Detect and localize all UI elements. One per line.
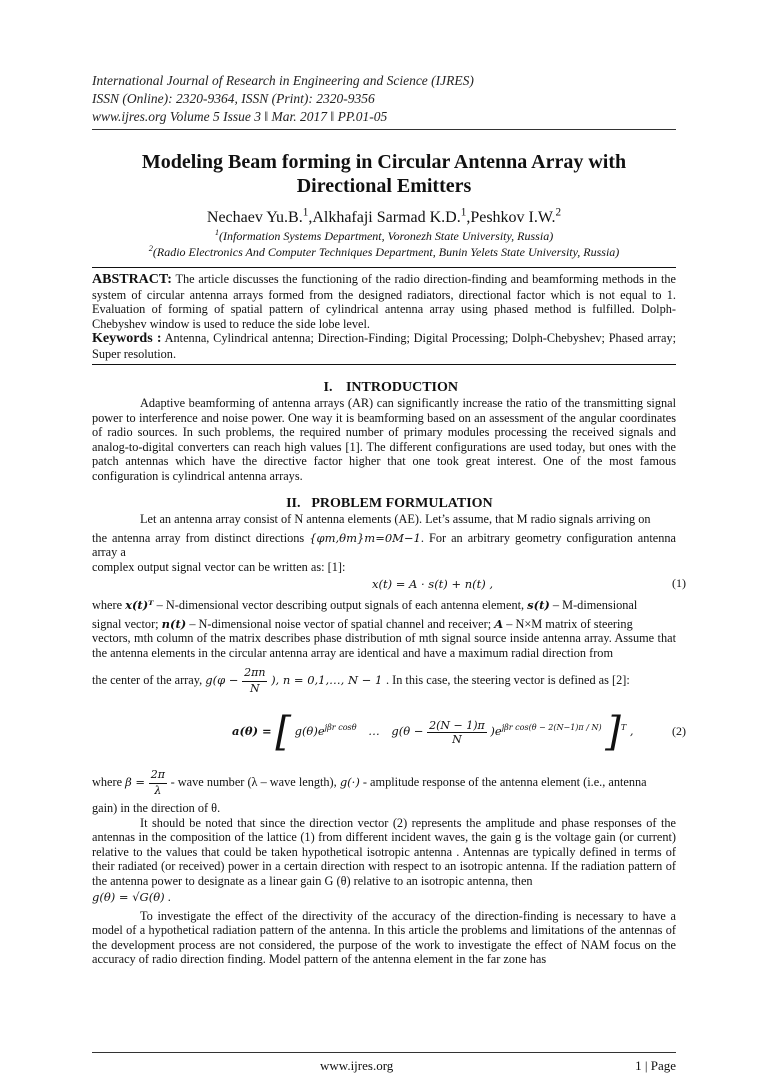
keywords-paragraph (92, 331, 676, 361)
author-1: Nechaev Yu.B. (206, 209, 303, 226)
gain-relation-end: . (167, 890, 171, 904)
header-rule (92, 129, 676, 130)
section-2-para-2: It should be noted that since the direction vector (2) represents the amplitude and phase responses of the antennas in the composition of the lattice (1) from different incident waves, the gain g is the voltage gain (or current) relative to the values that could be taken hypothetical isotropic antenna . Antennas are typically defined in terms of their radiated (or received) power in a certain direction with respect to an isotropic antenna. If the radiation pattern of the antenna power to designate as a linear gain G (θ) relative to an isotropic antenna, then (92, 815, 676, 888)
beta-where: where (92, 775, 123, 789)
section-2-heading (92, 496, 676, 512)
keywords-text: Antenna, Cylindrical antenna; Direction-Finding; Digital Processing; Dolph-Chebyshev; Phased array; Super resolution. (92, 331, 677, 361)
section-2-para-1b (92, 531, 676, 560)
equation-2-frac-den: N (452, 732, 462, 746)
x-vector-math: x(t)ᵀ (125, 598, 154, 612)
paper-title (92, 150, 676, 198)
equation-2-left-bracket: [ (275, 709, 291, 755)
signal-vector-text: signal vector; (92, 616, 159, 631)
affiliation-2 (92, 244, 676, 260)
section-2-number: II. (286, 496, 301, 511)
beta-pre: β = (125, 775, 146, 789)
section-1-heading (92, 380, 676, 396)
journal-volume: www.ijres.org Volume 5 Issue 3 ǁ Mar. 2017 ǁ PP.01-05 (92, 109, 388, 124)
element-gain-pre: g(φ − (205, 673, 239, 687)
n-vector-math: n(t) (161, 616, 187, 631)
journal-header (92, 72, 676, 126)
amplitude-response-math: g(·) (339, 775, 360, 789)
footer-page-number: 1 | Page (635, 1058, 676, 1073)
equation-2-second-pre: g(θ − (391, 724, 424, 738)
s-vector-math: s(t) (527, 598, 550, 612)
equation-2-fraction (427, 719, 487, 746)
section-2-title: PROBLEM FORMULATION (311, 496, 493, 511)
title-line-1: Modeling Beam forming in Circular Antenna Array with (141, 151, 627, 173)
element-gain-post: ), n = 0,1,…, N − 1 (271, 673, 383, 687)
equation-2-body (232, 709, 634, 755)
author-3: Peshkov I.W. (470, 209, 556, 226)
equation-2-number: (2) (672, 724, 686, 738)
author-2-affil: 1 (460, 206, 467, 219)
element-gain-frac-num: 2πn (242, 666, 267, 682)
beta-fraction (149, 768, 167, 798)
equation-2-right-bracket: ] (605, 709, 621, 755)
journal-issn: ISSN (Online): 2320-9364, ISSN (Print): 2320-9356 (92, 91, 375, 106)
directions-tail: . For an arbitrary geometry configuration antenna array a (92, 530, 676, 559)
abstract-text: The article discusses the functioning of the radio direction-finding and beamforming methods in the system of circular antenna arrays formed from the designed radiators, directional factor which is not equal to 1. Evaluation of forming of spatial pattern of cylindrical antenna array using phased method is fulfilled. Dolph-Chebyshev window is used to reduce the side lobe level. (92, 272, 676, 331)
equation-2-comma: , (629, 724, 634, 738)
where-label: where (92, 598, 123, 612)
section-1-body: Adaptive beamforming of antenna arrays (AR) can significantly increase the ratio of the transmitting signal power to interference and noise power. One way it is beamforming based on an assessment of the angular coordinates of radio sources. In such problems, the required number of primary modules processing the received signals and analog-to-digital converters can reach high values [1]. The different configurations are used today, but ones with the patch antennas which have the directive factor higher that one took great interest. One of the most famous configuration is cylindrical antenna arrays. (92, 396, 676, 483)
where-line-3: vectors, mth column of the matrix describes phase distribution of mth signal source inside antenna array. Assume that the antenna elements in the circular antenna array are identical and have a maximum radial direction from (92, 631, 676, 660)
steering-vector-intro: . In this case, the steering vector is defined as [2]: (385, 673, 630, 687)
beta-definition-line (92, 768, 676, 798)
beta-frac-den: λ (154, 783, 162, 797)
array-center-text: the center of the array, (92, 673, 203, 687)
amplitude-response-desc: - amplitude response of the antenna element (i.e., antenna (362, 775, 647, 789)
A-matrix-desc: – N×M matrix of steering (506, 616, 633, 631)
section-2-para-1c: complex output signal vector can be written as: [1]: (92, 559, 346, 574)
abstract-paragraph (92, 272, 676, 331)
equation-2-first-exp: jβr cosθ (324, 723, 357, 733)
x-vector-desc: – N-dimensional vector describing output signals of each antenna element, (156, 598, 525, 612)
author-1-affil: 1 (302, 206, 309, 219)
gain-direction-line: gain) in the direction of θ. (92, 801, 221, 815)
abstract-box (92, 267, 676, 365)
A-matrix-math: A (494, 616, 504, 631)
directions-set-math: {φm,θm}m=0M−1 (309, 530, 421, 545)
equation-2-frac-num: 2(N − 1)π (429, 718, 485, 732)
affiliation-1-sup: 1 (214, 228, 219, 237)
equation-1-body: x(t) = A · s(t) + n(t) , (372, 577, 494, 591)
beta-desc: - wave number (λ – wave length), (170, 775, 337, 789)
section-2-para-3: To investigate the effect of the directivity of the accuracy of the direction-finding is necessary to have a model of a hypothetical radiation pattern of the antenna. In this article the problems and limitations of the antennas of the development process are not considered, the purpose of the work to investigate the effect of NAM focus on the accuracy of radio direction finding. Model pattern of the antenna element in the far zone has (92, 908, 676, 966)
equation-1 (92, 576, 686, 596)
journal-name: International Journal of Research in Engineering and Science (IJRES) (92, 73, 474, 88)
keywords-label: Keywords : (92, 331, 162, 346)
author-3-affil: 2 (555, 206, 562, 219)
affiliation-2-sup: 2 (148, 244, 153, 253)
equation-2 (92, 700, 686, 762)
equation-2-second-post: )e (490, 724, 502, 738)
author-2: Alkhafaji Sarmad K.D. (312, 209, 461, 226)
n-vector-desc: – N-dimensional noise vector of spatial channel and receiver; (189, 616, 492, 631)
affiliation-2-text: (Radio Electronics And Computer Techniques Department, Bunin Yelets State University, Russia) (152, 245, 620, 259)
equation-2-first-term: g(θ)e (294, 724, 325, 738)
equation-2-second-exp: jβr cos(θ − 2(N−1)π / N) (501, 723, 602, 733)
affiliation-1 (92, 228, 676, 244)
element-gain-frac-den: N (249, 681, 260, 695)
element-gain-fraction (242, 666, 267, 696)
paper-page (92, 72, 686, 967)
where-line-4 (92, 666, 676, 696)
gain-relation-line (92, 890, 676, 905)
section-2-para-1a: Let an antenna array consist of N antenna elements (AE). Let’s assume, that M radio signals arriving on (140, 512, 651, 526)
directions-text: the antenna array from distinct directions (92, 530, 305, 545)
footer-site: www.ijres.org (320, 1058, 394, 1073)
affiliation-1-text: (Information Systems Department, Voronezh State University, Russia) (219, 229, 554, 243)
author-list: Nechaev Yu.B.$^1$,Alkhafaji Sarmad K.D.$^1$,Peshkov I.W.$^2$ (206, 206, 562, 226)
equation-1-number: (1) (672, 576, 686, 590)
footer-rule (92, 1052, 676, 1053)
where-line-2 (92, 617, 676, 632)
s-vector-desc: – M-dimensional (552, 598, 638, 612)
beta-frac-num: 2π (149, 768, 167, 784)
section-1-number: I. (323, 380, 333, 395)
equation-2-lhs: a(θ) = (232, 724, 272, 738)
title-line-2: Directional Emitters (296, 175, 472, 197)
section-1-title: INTRODUCTION (345, 380, 458, 395)
where-line-1 (92, 598, 676, 613)
equation-2-ellipsis: … (368, 724, 380, 738)
equation-2-transpose: T (620, 723, 627, 733)
gain-relation-math: g(θ) = √G(θ) (92, 890, 165, 904)
abstract-label: ABSTRACT: (92, 272, 172, 287)
